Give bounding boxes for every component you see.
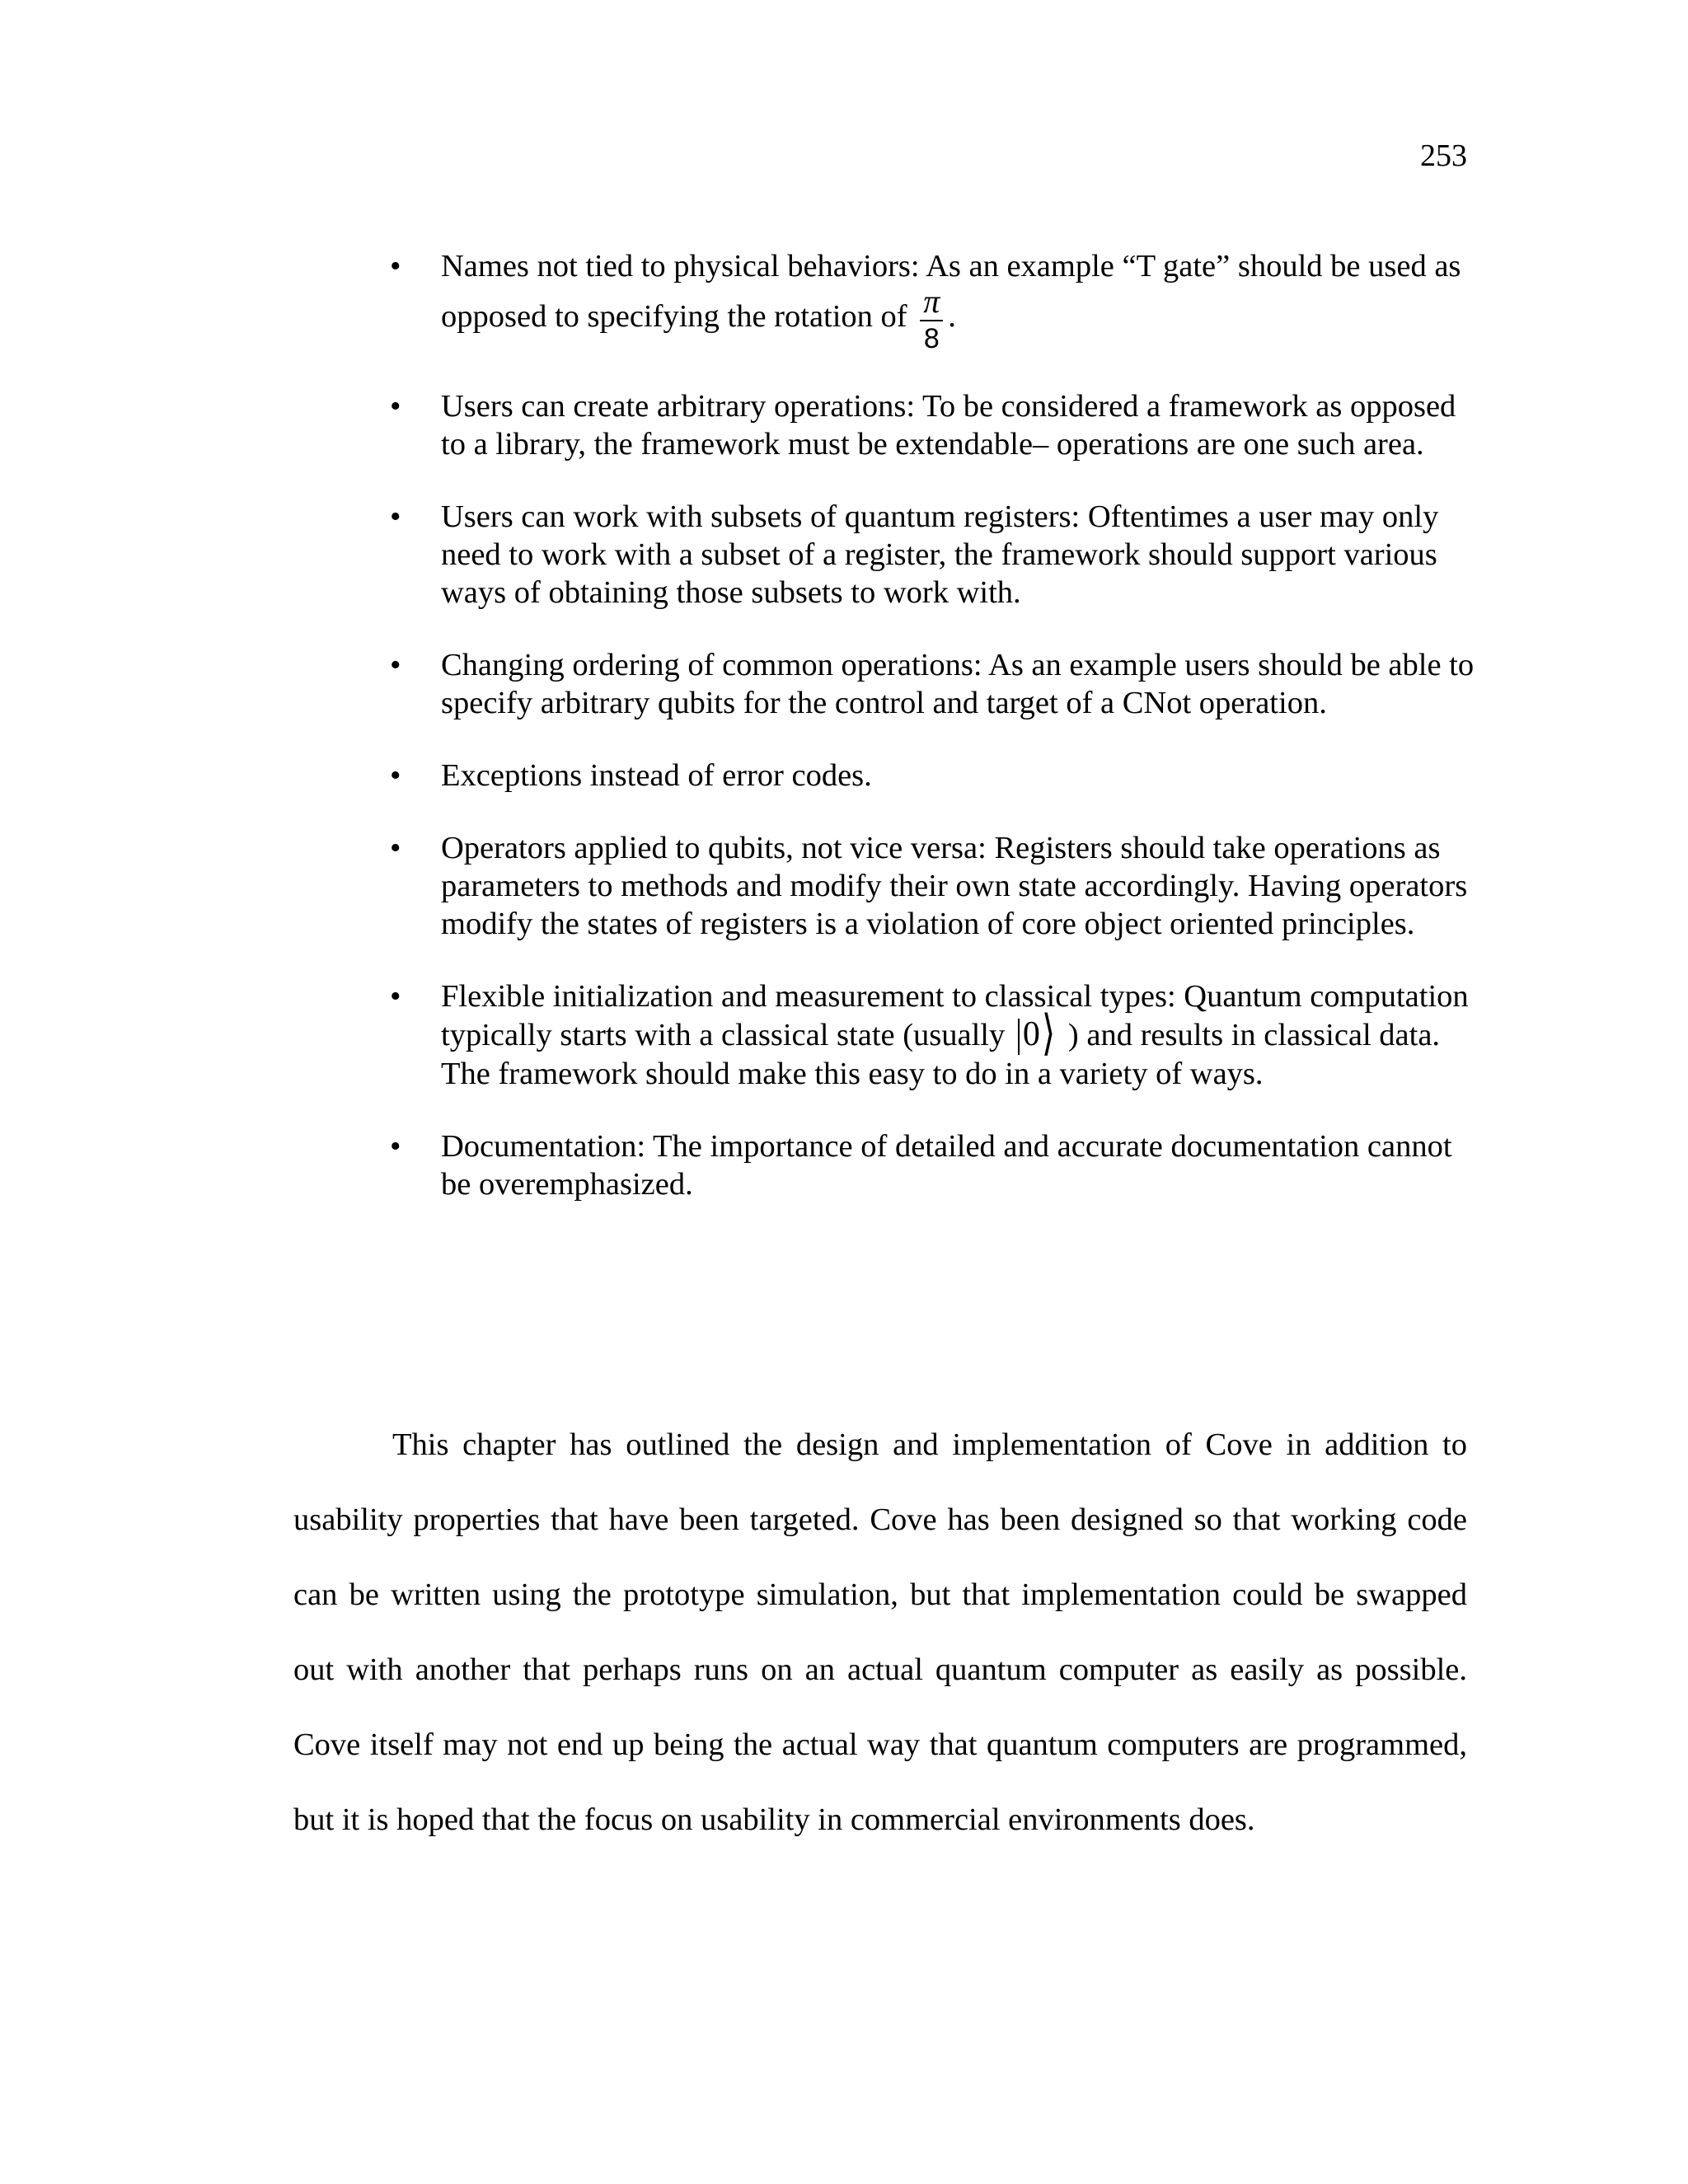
bullet-text: Documentation: The importance of detailed and accurate documentation cannot be overemphasized. <box>441 1129 1452 1202</box>
bullet-item-arbitrary-operations <box>441 387 1479 463</box>
requirements-bullet-list <box>441 247 1479 1238</box>
page-number: 253 <box>1420 138 1467 173</box>
fraction-denominator: 8 <box>923 323 940 354</box>
ket-bar <box>1018 1019 1020 1055</box>
bullet-item-initialization <box>441 977 1479 1093</box>
fraction-numerator: π <box>920 285 943 321</box>
bullet-item-names <box>441 247 1479 353</box>
bullet-text: Users can work with subsets of quantum registers: Oftentimes a user may only need to work with a subset of a register, the framework should support various ways of obtaining those subsets to work with. <box>441 499 1439 610</box>
closing-paragraph: This chapter has outlined the design and implementation of Cove in addition to usability properties that have been targeted. Cove has been designed so that working code can be written using the prototype simulation, but that implementation could be swapped out with another that perhaps runs on an actual quantum computer as easily as possible. Cove itself may not end up being the actual way that quantum computers are programmed, but it is hoped that the focus on usability in commercial environments does. <box>293 1427 1467 1837</box>
ket-value: 0 <box>1022 1015 1040 1053</box>
bullet-item-operation-ordering <box>441 646 1479 722</box>
bullet-text: Flexible initialization and measurement to classical types: Quantum computation typically starts with a classical state (usually <box>441 979 1469 1052</box>
bullet-text: Users can create arbitrary operations: To be considered a framework as opposed to a library, the framework must be extendable– operations are one such area. <box>441 389 1456 462</box>
bullet-text: Exceptions instead of error codes. <box>441 758 872 793</box>
bullet-text: Changing ordering of common operations: As an example users should be able to specify arbitrary qubits for the control and target of a CNot operation. <box>441 648 1475 720</box>
ket-angle: ⟩ <box>1041 1007 1056 1062</box>
bullet-item-register-subsets <box>441 498 1479 612</box>
bullet-item-exceptions <box>441 757 1479 794</box>
pi-over-8-fraction <box>920 285 943 353</box>
ket-zero <box>1018 1007 1056 1062</box>
bullet-text: Names not tied to physical behaviors: As an example “T gate” should be used as opposed to specifying the rotation of <box>441 249 1461 334</box>
bullet-text: Operators applied to qubits, not vice versa: Registers should take operations as parameters to methods and modify their own state accordingly. Having operators modify the states of registers is a violation of core object oriented principles. <box>441 831 1468 941</box>
bullet-item-documentation <box>441 1127 1479 1203</box>
bullet-text-end: ) and results in classical data. The framework should make this easy to do in a variety of ways. <box>441 1018 1441 1092</box>
bullet-item-operators-applied <box>441 829 1479 943</box>
bullet-text-end: . <box>948 298 956 334</box>
